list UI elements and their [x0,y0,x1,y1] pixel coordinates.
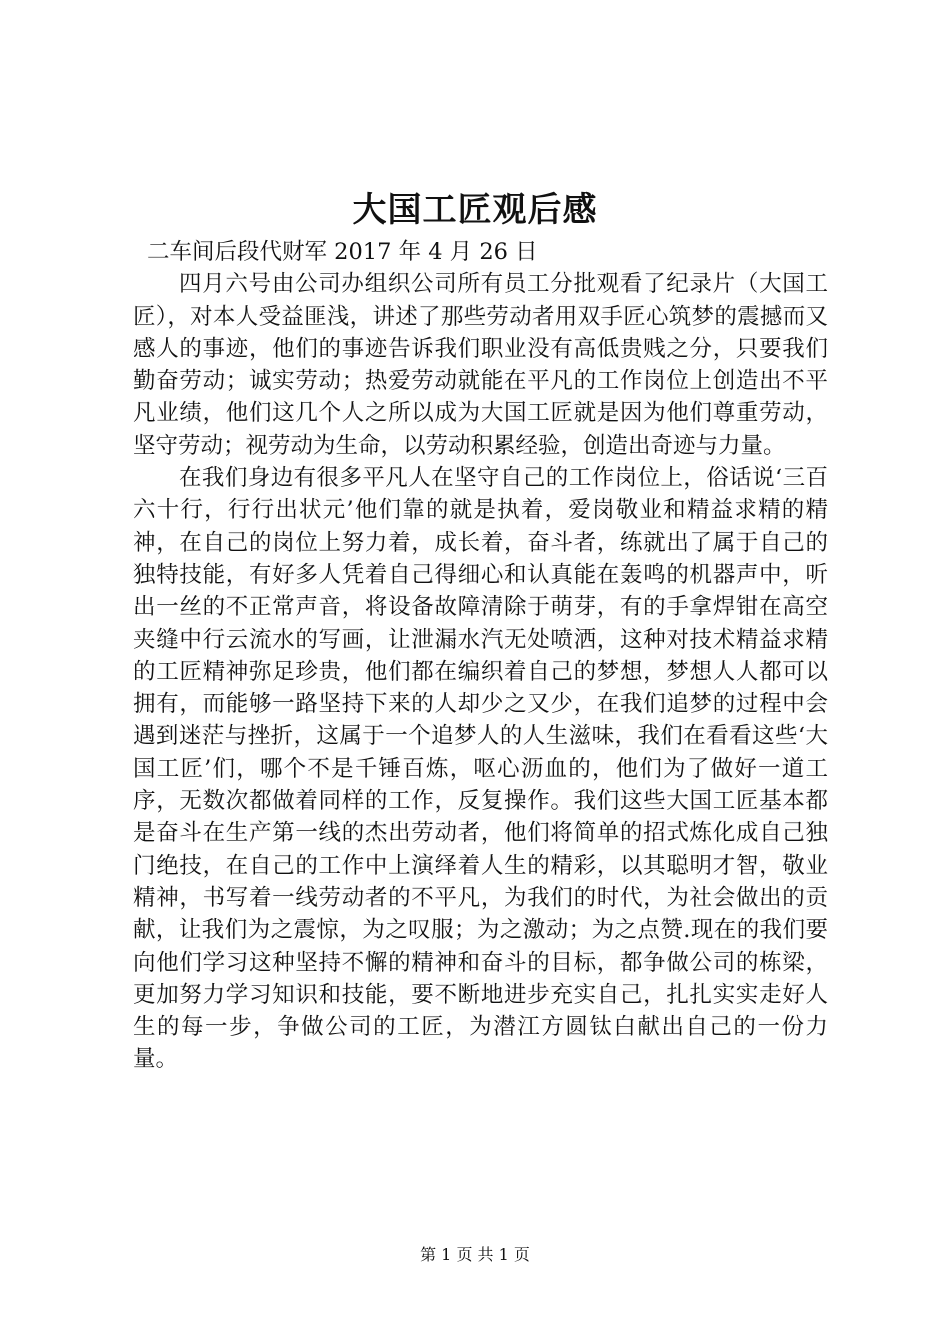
paragraph-2: 在我们身边有很多平凡人在坚守自己的工作岗位上，俗话说‘三百六十行，行行出状元’他们靠的就是执着，爱岗敬业和精益求精的精神，在自己的岗位上努力着，成长着，奋斗者，练就出了属于自己的独特技能，有好多人凭着自己得细心和认真能在轰鸣的机器声中，听出一丝的不正常声音，将设备故障清除于萌芽，有的手拿焊钳在高空夹缝中行云流水的写画，让泄漏水汽无处喷洒，这种对技术精益求精的工匠精神弥足珍贵，他们都在编织着自己的梦想，梦想人人都可以拥有，而能够一路坚持下来的人却少之又少，在我们追梦的过程中会遇到迷茫与挫折，这属于一个追梦人的人生滋味，我们在看看这些‘大国工匠’们，哪个不是千锤百炼，呕心沥血的，他们为了做好一道工序，无数次都做着同样的工作，反复操作。我们这些大国工匠基本都是奋斗在生产第一线的杰出劳动者，他们将简单的招式炼化成自己独门绝技，在自己的工作中上演绎着人生的精彩，以其聪明才智，敬业精神，书写着一线劳动者的不平凡，为我们的时代，为社会做出的贡献，让我们为之震惊，为之叹服；为之激动；为之点赞.现在的我们要向他们学习这种坚持不懈的精神和奋斗的目标，都争做公司的栋梁，更加努力学习知识和技能，要不断地进步充实自己，扎扎实实走好人生的每一步，争做公司的工匠，为潜江方圆钛白献出自己的一份力量。 [133,465,828,1073]
page-title: 大国工匠观后感 [352,190,598,230]
paragraph-1: 四月六号由公司办组织公司所有员工分批观看了纪录片（大国工匠），对本人受益匪浅，讲述了那些劳动者用双手匠心筑梦的震撼而又感人的事迹，他们的事迹告诉我们职业没有高低贵贱之分，只要我们勤奋劳动；诚实劳动；热爱劳动就能在平凡的工作岗位上创造出不平凡业绩，他们这几个人之所以成为大国工匠就是因为他们尊重劳动，坚守劳动；视劳动为生命，以劳动积累经验，创造出奇迹与力量。 [133,271,828,459]
author-date-line: 二车间后段代财军 2017 年 4 月 26 日 [147,239,538,265]
page-footer: 第 1 页 共 1 页 [420,1245,530,1264]
document-body [133,236,828,1076]
